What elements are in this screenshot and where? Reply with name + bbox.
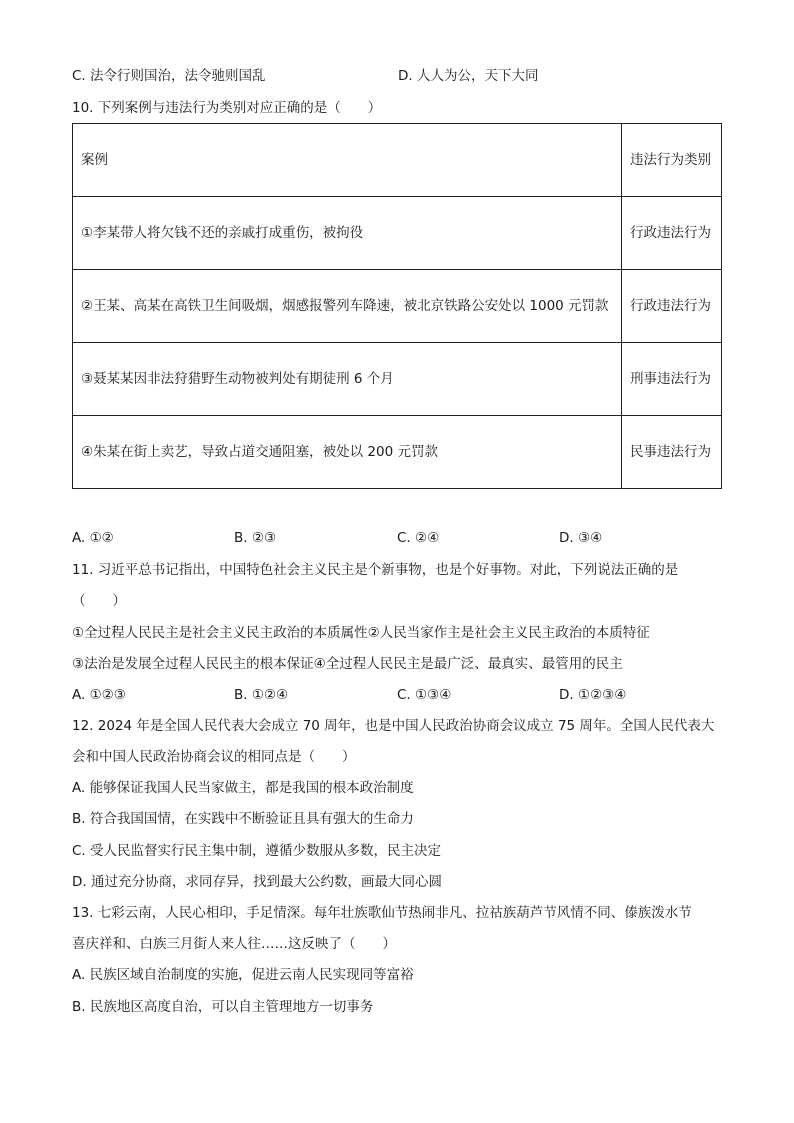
q12-option-d: D. 通过充分协商，求同存异，找到最大公约数，画最大同心圆: [72, 874, 442, 890]
q10-option-a: A. ①②: [72, 530, 114, 546]
table-cell-case: ④朱某在街上卖艺，导致占道交通阻塞，被处以 200 元罚款: [73, 416, 622, 489]
q12-option-b: B. 符合我国国情，在实践中不断验证且具有强大的生命力: [72, 811, 414, 827]
table-cell-case: ②王某、高某在高铁卫生间吸烟，烟感报警列车降速，被北京铁路公安处以 1000 元罚款: [73, 270, 622, 343]
table-cell-category: 行政违法行为: [622, 270, 722, 343]
q10-option-d: D. ③④: [559, 530, 603, 546]
q13-stem-cont: 喜庆祥和、白族三月街人来人往……这反映了（ ）: [72, 936, 396, 952]
table-header-row: [73, 124, 722, 197]
q12-option-a: A. 能够保证我国人民当家做主，都是我国的根本政治制度: [72, 780, 414, 796]
table-header-case: 案例: [73, 124, 622, 197]
q11-option-d: D. ①②③④: [559, 687, 627, 703]
q10-option-b: B. ②③: [234, 530, 277, 546]
q10-stem: 10. 下列案例与违法行为类别对应正确的是（ ）: [72, 100, 382, 116]
q10-option-c: C. ②④: [397, 530, 440, 546]
table-cell-category: 行政违法行为: [622, 197, 722, 270]
q9-option-d: D. 人人为公，天下大同: [398, 68, 539, 84]
q11-stem-cont: （ ）: [72, 593, 126, 609]
table-cell-case: ③聂某某因非法狩猎野生动物被判处有期徒刑 6 个月: [73, 343, 622, 416]
table-row: [73, 197, 722, 270]
q12-option-c: C. 受人民监督实行民主集中制，遵循少数服从多数，民主决定: [72, 843, 442, 859]
q11-statement-2: ③法治是发展全过程人民民主的根本保证④全过程人民民主是最广泛、最真实、最管用的民主: [72, 656, 623, 672]
table-cell-category: 民事违法行为: [622, 416, 722, 489]
q11-option-c: C. ①③④: [397, 687, 452, 703]
table-row: [73, 270, 722, 343]
cases-table: [72, 123, 722, 489]
q9-option-c: C. 法令行则国治，法令驰则国乱: [72, 68, 266, 84]
q13-stem: 13. 七彩云南，人民心相印，手足情深。每年壮族歌仙节热闹非凡、拉祜族葫芦节风情不同、傣族泼水节: [72, 905, 692, 921]
q12-stem-cont: 会和中国人民政治协商会议的相同点是（ ）: [72, 749, 356, 765]
table-row: [73, 343, 722, 416]
table-cell-category: 刑事违法行为: [622, 343, 722, 416]
q13-option-a: A. 民族区域自治制度的实施，促进云南人民实现同等富裕: [72, 967, 414, 983]
q11-option-a: A. ①②③: [72, 687, 126, 703]
q12-stem: 12. 2024 年是全国人民代表大会成立 70 周年，也是中国人民政治协商会议成立 75 周年。全国人民代表大: [72, 718, 715, 734]
q11-statement-1: ①全过程人民民主是社会主义民主政治的本质属性②人民当家作主是社会主义民主政治的本质特征: [72, 625, 650, 641]
table-cell-case: ①李某带人将欠钱不还的亲戚打成重伤，被拘役: [73, 197, 622, 270]
q11-option-b: B. ①②④: [234, 687, 289, 703]
q11-stem: 11. 习近平总书记指出，中国特色社会主义民主是个新事物，也是个好事物。对此，下列说法正确的是: [72, 562, 679, 578]
table-row: [73, 416, 722, 489]
table-header-category: 违法行为类别: [622, 124, 722, 197]
q13-option-b: B. 民族地区高度自治，可以自主管理地方一切事务: [72, 999, 374, 1015]
